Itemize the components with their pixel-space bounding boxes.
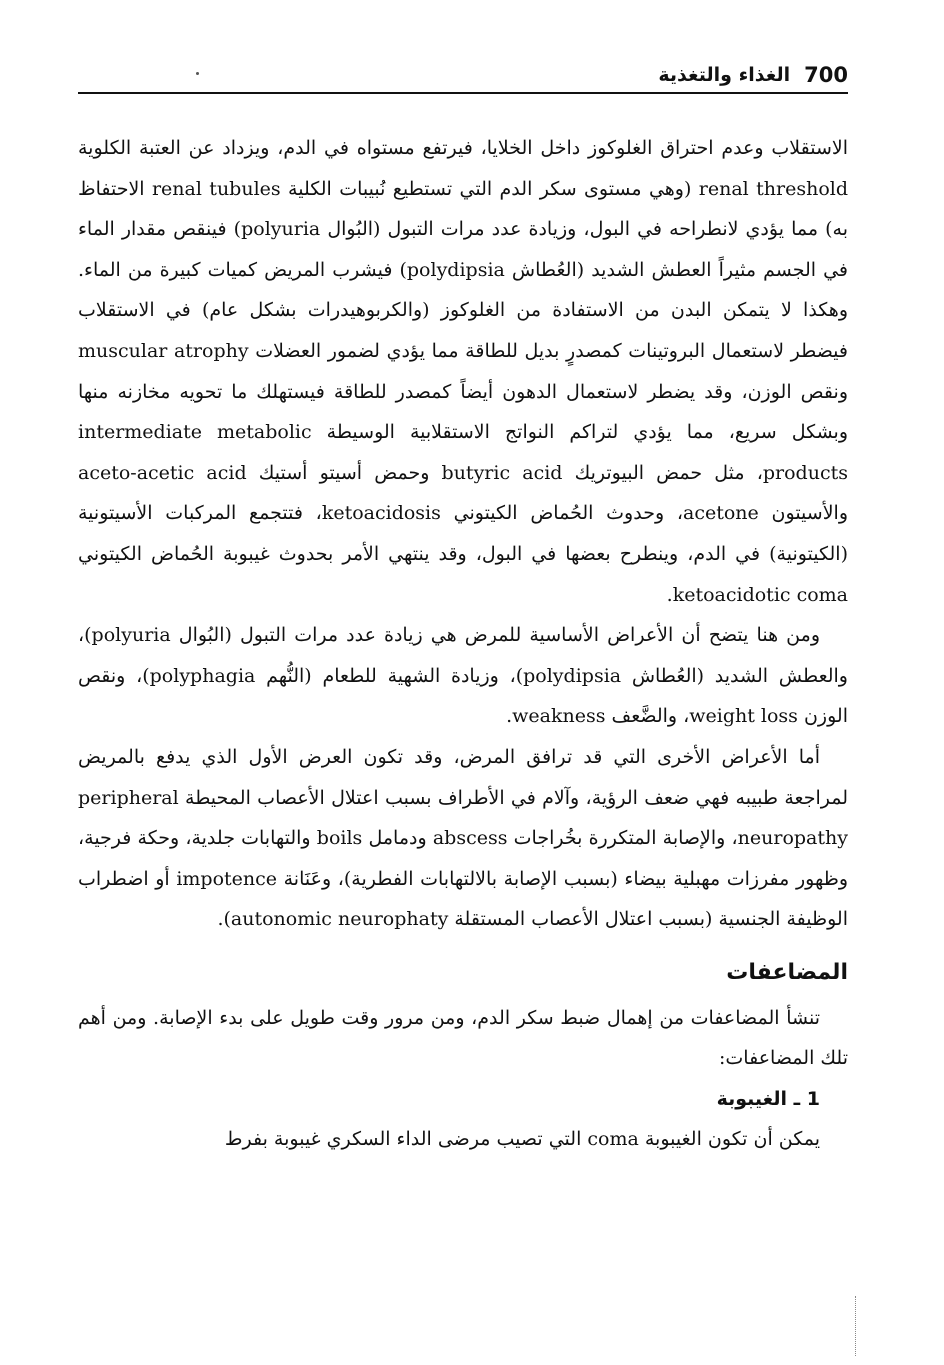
paragraph-coma: يمكن أن تكون الغيبوبة coma التي تصيب مرضى الداء السكري غيبوبة بفرط [224,1128,820,1151]
subsection-heading-coma: 1 ـ الغيبوبة [716,1088,820,1111]
page-header [78,58,848,94]
page-number: 700 [804,63,848,87]
paragraph-main-symptoms: ومن هنا يتضح أن الأعراض الأساسية للمرض هي زيادة عدد مرات التبول (البُوال polyuria)، والعطش الشديد (العُطاش polydipsia)، وزيادة الشهية للطعام (النُّهم polyphagia)، ونقص الوزن weight loss، والضَّعف weakness. [78,624,848,728]
running-title: الغذاء والتغذية [658,64,791,86]
paragraph-complications-intro: تنشأ المضاعفات من إهمال ضبط سكر الدم، ومن مرور وقت طويل على بدء الإصابة. ومن أهم تلك المضاعفات: [78,1006,848,1070]
paragraph-other-symptoms: أما الأعراض الأخرى التي قد ترافق المرض، وقد تكون العرض الأول الذي يدفع بالمريض لمراجعة طبيبه فهي ضعف الرؤية، وآلام في الأطراف بسبب اعتلال الأعصاب المحيطة peripheral neuropathy، والإصابة المتكررة بخُراجات abscess ودمامل boils والتهابات جلدية، وحكة فرجية، وظهور مفرزات مهبلية بيضاء (بسبب الإصابة بالالتهابات الفطرية)، وعَنَانة impotence أو اضطراب الوظيفة الجنسية (بسبب اعتلال الأعصاب المستقلة autonomic neurophaty). [78,745,848,931]
page-body [78,128,848,1160]
scan-speck [196,72,199,75]
section-heading-complications: المضاعفات [726,959,848,985]
margin-dotted-line [855,1296,856,1356]
paragraph-metabolism: الاستقلاب وعدم احتراق الغلوكوز داخل الخلايا، فيرتفع مستواه في الدم، ويزداد عن العتبة الكلوية renal threshold (وهي مستوى سكر الدم التي تستطيع نُبيبات الكلية renal tubules الاحتفاظ به) مما يؤدي لانطراحه في البول، وزيادة عدد مرات التبول (البُوال polyuria) فينقص مقدار الماء في الجسم مثيراً العطش الشديد (العُطاش polydipsia) فيشرب المريض كميات كبيرة من الماء. وهكذا لا يتمكن البدن من الاستفادة من الغلوكوز (والكربوهيدرات بشكل عام) في الاستقلاب فيضطر لاستعمال البروتينات كمصدرٍ بديل للطاقة مما يؤدي لضمور العضلات muscular atrophy ونقص الوزن، وقد يضطر لاستعمال الدهون أيضاً كمصدر للطاقة فيستهلك ما تحويه مخازنه منها وبشكل سريع، مما يؤدي لتراكم النواتج الاستقلابية الوسيطة intermediate metabolic products، مثل حمض البيوتريك butyric acid وحمض أسيتو أستيك aceto-acetic acid والأسيتون acetone، وحدوث الحُماض الكيتوني ketoacidosis، فتتجمع المركبات الأسيتونية (الكيتونية) في الدم، وينطرح بعضها في البول، وقد ينتهي الأمر بحدوث غيبوبة الحُماض الكيتوني ketoacidotic coma. [78,137,849,606]
